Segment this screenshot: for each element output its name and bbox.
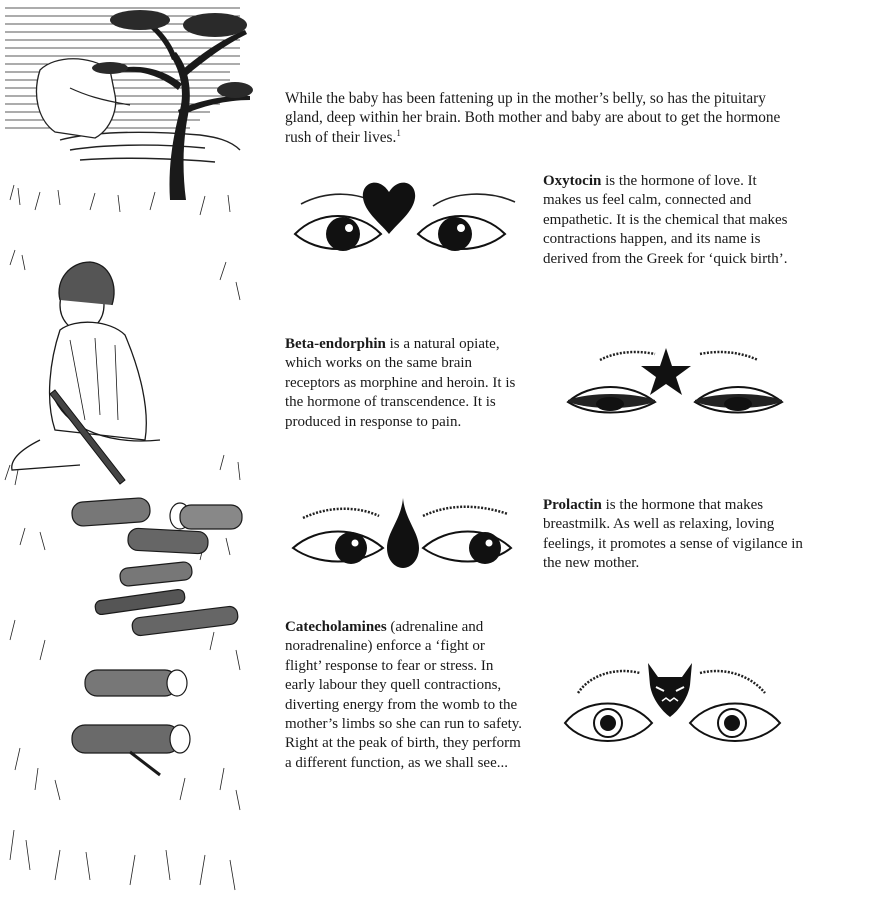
oxytocin-name: Oxytocin	[543, 173, 602, 189]
tree	[120, 11, 250, 200]
beta-endorphin-description	[285, 335, 520, 432]
footnote-marker: 1	[396, 127, 401, 138]
catecholamines-description	[285, 618, 525, 773]
left-illustration	[0, 0, 255, 900]
prolactin-name: Prolactin	[543, 497, 602, 513]
intro-paragraph	[285, 89, 795, 147]
catecholamines-name: Catecholamines	[285, 619, 387, 635]
beta-endorphin-name: Beta-endorphin	[285, 336, 386, 352]
oxytocin-description	[543, 172, 793, 269]
devil-face-icon	[648, 663, 692, 717]
prolactin-eyes-illustration	[283, 490, 533, 580]
intro-text: While the baby has been fattening up in the mother’s belly, so has the pituitary gland, deep within her brain. Both mother and baby are about to get the hormone rush of their lives.	[285, 90, 781, 146]
oxytocin-eyes-illustration	[283, 172, 533, 272]
drop-icon	[387, 498, 419, 568]
oxytocin-text: is the hormone of love. It makes us feel calm, connected and empathetic. It is the chemical that makes contractions happen, and its name is derived from the Greek for ‘quick birth’.	[543, 173, 788, 267]
catecholamines-eyes-illustration	[560, 655, 785, 765]
logs	[71, 497, 242, 775]
catecholamines-text: (adrenaline and noradrenaline) enforce a ‘fight or flight’ response to fear or stress. In early labour they quell contractions, diverting energy from the womb to the mother’s limbs so she can run to safety. Right at the peak of birth, they perform a different function, as we shall see...	[285, 619, 523, 771]
star-icon	[641, 348, 691, 395]
prolactin-text: is the hormone that makes breastmilk. As well as relaxing, loving feelings, it promotes a sense of vigilance in the new mother.	[543, 497, 803, 572]
prolactin-description	[543, 496, 803, 574]
beta-endorphin-eyes-illustration	[560, 340, 790, 440]
beta-endorphin-text: is a natural opiate, which works on the same brain receptors as morphine and heroin. It is the hormone of transcendence. It is produced in response to pain.	[285, 336, 516, 430]
